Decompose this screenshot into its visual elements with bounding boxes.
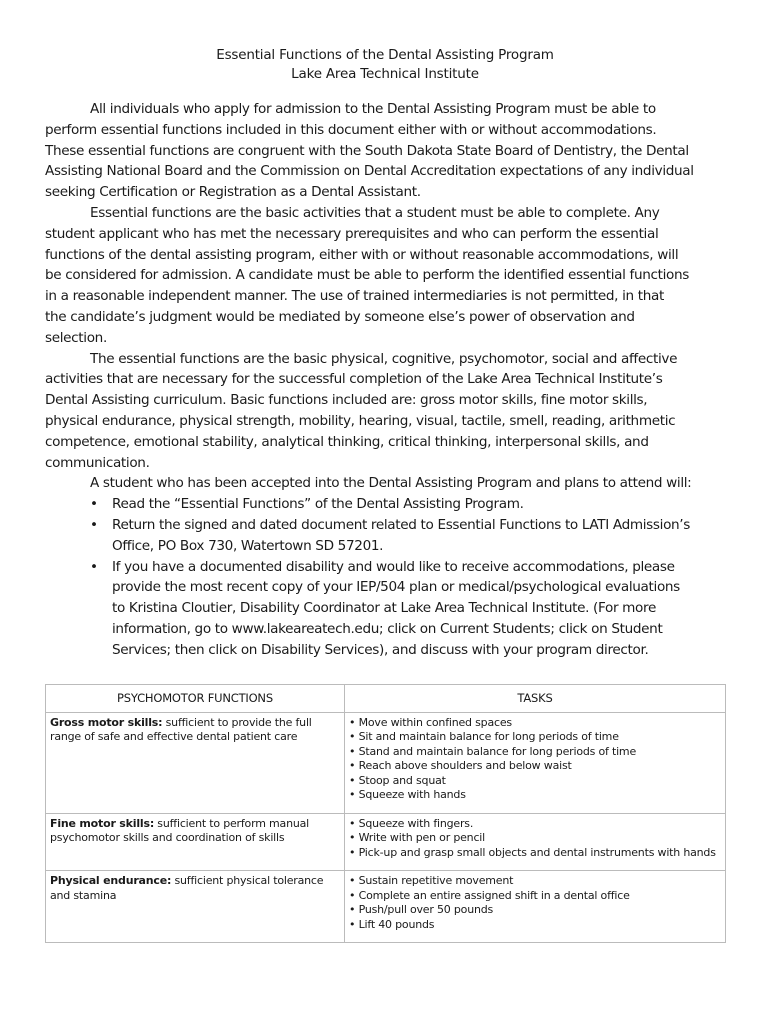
document-body — [45, 99, 735, 661]
task-item: • Stand and maintain balance for long periods of time — [349, 744, 637, 758]
text-line — [45, 245, 735, 266]
line-text: physical endurance, physical strength, mobility, hearing, visual, tactile, smell, reading, arithmetic — [45, 412, 676, 429]
line-text: the candidate’s judgment would be mediated by someone else’s power of observation and — [45, 308, 635, 325]
function-name: Fine motor skills: — [50, 816, 155, 830]
bullet-icon: • — [90, 516, 98, 533]
bullet-item — [45, 557, 735, 578]
text-line — [45, 411, 735, 432]
line-text: to Kristina Cloutier, Disability Coordinator at Lake Area Technical Institute. (For more — [112, 600, 656, 617]
line-text: Services; then click on Disability Services), and discuss with your program director. — [112, 641, 649, 658]
text-line — [45, 265, 735, 286]
task-item: • Push/pull over 50 pounds — [349, 903, 494, 916]
text-line — [45, 161, 735, 182]
line-text: student applicant who has met the necessary prerequisites and who can perform the essential — [45, 225, 659, 242]
function-name: Gross motor skills: — [50, 715, 163, 729]
table-row — [46, 813, 726, 871]
column-header: TASKS — [345, 685, 726, 713]
line-text: provide the most recent copy of your IEP/504 plan or medical/psychological evaluations — [112, 579, 680, 596]
tasks-cell — [345, 712, 726, 813]
task-item: • Sit and maintain balance for long periods of time — [349, 730, 619, 743]
bullet-item — [45, 494, 735, 515]
task-item: • Write with pen or pencil — [349, 831, 486, 844]
function-description: sufficient physical tolerance and stamina — [50, 874, 324, 902]
task-item: • Squeeze with hands — [349, 788, 466, 801]
tasks-cell — [345, 813, 726, 871]
text-line — [45, 120, 735, 141]
task-item: • Pick-up and grasp small objects and dental instruments with hands — [349, 845, 716, 859]
text-line — [45, 473, 735, 494]
line-text: communication. — [45, 454, 150, 471]
document-subtitle: Lake Area Technical Institute — [291, 66, 479, 82]
line-text: Read the “Essential Functions” of the Dental Assisting Program. — [112, 496, 524, 513]
bullet-icon: • — [90, 558, 98, 575]
text-line — [45, 453, 735, 474]
psychomotor-table — [45, 684, 726, 943]
task-item: • Lift 40 pounds — [349, 917, 435, 931]
line-text: Return the signed and dated document related to Essential Functions to LATI Admission’s — [112, 516, 691, 533]
line-text: If you have a documented disability and would like to receive accommodations, please — [112, 558, 675, 575]
text-line — [45, 99, 735, 120]
line-text: Essential functions are the basic activities that a student must be able to complete. Any — [90, 204, 660, 221]
line-text: perform essential functions included in this document either with or without accommodations. — [45, 121, 657, 138]
function-description: sufficient to provide the full range of safe and effective dental patient care — [50, 715, 312, 743]
text-line — [45, 182, 735, 203]
task-item: • Reach above shoulders and below waist — [349, 759, 572, 772]
bullet-item — [45, 515, 735, 536]
text-line — [45, 349, 735, 370]
text-line — [45, 432, 735, 453]
function-cell — [46, 813, 345, 871]
line-text: competence, emotional stability, analytical thinking, critical thinking, interpersonal skills, and — [45, 433, 649, 450]
line-text: Office, PO Box 730, Watertown SD 57201. — [112, 537, 384, 554]
line-text: selection. — [45, 329, 107, 346]
line-text: All individuals who apply for admission to the Dental Assisting Program must be able to — [90, 101, 656, 117]
function-description: sufficient to perform manual psychomotor skills and coordination of skills — [50, 816, 310, 844]
text-line — [45, 640, 735, 661]
table-row — [46, 871, 726, 943]
task-item: • Squeeze with fingers. — [349, 816, 474, 830]
line-text: functions of the dental assisting program, either with or without reasonable accommodations, will — [45, 246, 679, 263]
task-item: • Move within confined spaces — [349, 715, 512, 729]
text-line — [45, 577, 735, 598]
text-line — [45, 390, 735, 411]
text-line — [45, 598, 735, 619]
task-item: • Sustain repetitive movement — [349, 874, 514, 887]
task-item: • Stoop and squat — [349, 773, 446, 787]
line-text: in a reasonable independent manner. The use of trained intermediaries is not permitted, in that — [45, 288, 664, 305]
line-text: These essential functions are congruent with the South Dakota State Board of Dentistry, the Dental — [45, 142, 689, 159]
bullet-icon: • — [90, 496, 98, 513]
text-line — [45, 619, 735, 640]
table-row — [46, 712, 726, 813]
text-line — [45, 536, 735, 557]
function-cell — [46, 871, 345, 943]
text-line — [45, 328, 735, 349]
line-text: information, go to www.lakeareatech.edu; click on Current Students; click on Student — [112, 620, 663, 637]
text-line — [45, 307, 735, 328]
line-text: activities that are necessary for the successful completion of the Lake Area Technical Institute’s — [45, 371, 663, 388]
line-text: Dental Assisting curriculum. Basic functions included are: gross motor skills, fine motor skills, — [45, 392, 648, 409]
task-item: • Complete an entire assigned shift in a dental office — [349, 888, 630, 902]
line-text: A student who has been accepted into the Dental Assisting Program and plans to attend will: — [90, 475, 692, 492]
line-text: be considered for admission. A candidate must be able to perform the identified essential functions — [45, 267, 689, 284]
function-name: Physical endurance: — [50, 874, 172, 887]
line-text: seeking Certification or Registration as a Dental Assistant. — [45, 184, 421, 201]
text-line — [45, 203, 735, 224]
document-title: Essential Functions of the Dental Assisting Program — [216, 47, 554, 63]
text-line — [45, 141, 735, 162]
function-cell — [46, 712, 345, 813]
line-text: The essential functions are the basic physical, cognitive, psychomotor, social and affective — [90, 350, 678, 367]
text-line — [45, 224, 735, 245]
text-line — [45, 286, 735, 307]
tasks-cell — [345, 871, 726, 943]
text-line — [45, 369, 735, 390]
column-header: PSYCHOMOTOR FUNCTIONS — [46, 685, 345, 713]
line-text: Assisting National Board and the Commission on Dental Accreditation expectations of any individual — [45, 163, 694, 180]
